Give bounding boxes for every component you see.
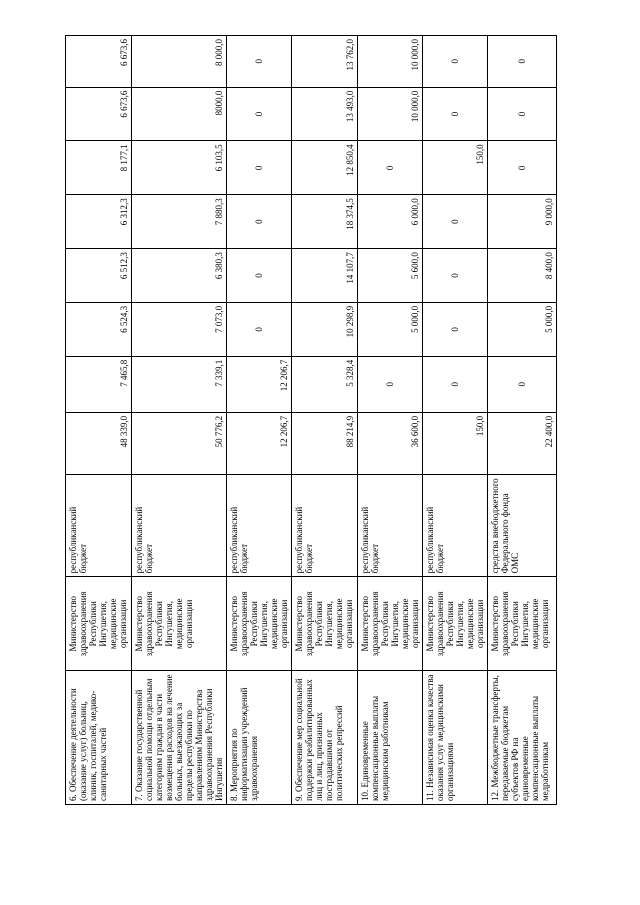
funding-source-cell: средства внебюджетного Федерального фонда ОМС [488,475,557,577]
table-row [132,36,227,805]
table-row [423,36,488,805]
year-value-cell: 7 465,8 [66,356,132,412]
year-value-cell: 0 [227,141,292,195]
activity-name-cell: 8. Мероприятия по информатизации учреждений здравоохранения [227,671,292,805]
year-value-cell: 13 762,0 [292,36,358,88]
total-value-cell: 50 776,2 [132,412,227,474]
year-value-cell: 7 339,1 [132,356,227,412]
year-value-cell: 0 [488,87,557,141]
year-value-cell: 6 103,5 [132,141,227,195]
activity-name-cell: 7. Оказание государственной социальной помощи отдельным категориям граждан в части возмещения расходов на лечение больных, выезжающих за пределы республики по направлениям Министерства здравоохранения Республики Ингушетия [132,671,227,805]
executor-cell: Министерство здравоохранения Республики Ингушетия, медицинские организации [66,577,132,671]
year-value-cell: 6 312,3 [66,195,132,249]
year-value-cell: 6 673,6 [66,36,132,88]
year-value-cell: 8 000,0 [132,36,227,88]
year-value-cell: 12 206,7 [227,356,292,412]
year-value-cell: 0 [358,356,423,412]
funding-source-cell: республиканский бюджет [292,475,358,577]
funding-source-cell: республиканский бюджет [358,475,423,577]
year-value-cell: 6 524,3 [66,302,132,356]
total-value-cell: 48 339,0 [66,412,132,474]
year-value-cell: 10 000,0 [358,87,423,141]
year-value-cell: 8 177,1 [66,141,132,195]
year-value-cell: 13 493,0 [292,87,358,141]
budget-table [65,35,557,805]
executor-cell: Министерство здравоохранения Республики Ингушетия, медицинские организации [227,577,292,671]
year-value-cell: 5 600,0 [358,249,423,303]
total-value-cell: 22 400,0 [488,412,557,474]
year-value-cell: 8 400,0 [488,249,557,303]
table-row [358,36,423,805]
year-value-cell: 0 [423,356,488,412]
year-value-cell: 0 [227,87,292,141]
executor-cell: Министерство здравоохранения Республики Ингушетия, медицинские организации [358,577,423,671]
total-value-cell: 150,0 [423,412,488,474]
year-value-cell: 12 850,4 [292,141,358,195]
table-row [227,36,292,805]
activity-name-cell: 11. Независимая оценка качества оказания услуг медицинскими организациями [423,671,488,805]
year-value-cell: 7 880,3 [132,195,227,249]
year-value-cell: 5 328,4 [292,356,358,412]
funding-source-cell: республиканский бюджет [227,475,292,577]
year-value-cell: 6 673,6 [66,87,132,141]
total-value-cell: 36 600,0 [358,412,423,474]
table-body [66,36,557,805]
activity-name-cell: 9. Обеспечение мер социальной поддержки реабилитированных лиц и лиц, признанных пострадавшими от политических репрессий [292,671,358,805]
year-value-cell: 18 374,5 [292,195,358,249]
activity-name-cell: 12. Межбюджетные трансферты, передаваемые бюджетам субъектов РФ на единовременные компенсационные выплаты медработникам [488,671,557,805]
year-value-cell: 10 000,0 [358,36,423,88]
year-value-cell: 0 [423,302,488,356]
year-value-cell: 10 298,9 [292,302,358,356]
year-value-cell: 14 107,7 [292,249,358,303]
year-value-cell: 5 000,0 [488,302,557,356]
year-value-cell: 0 [358,141,423,195]
year-value-cell: 0 [423,249,488,303]
year-value-cell: 0 [488,356,557,412]
year-value-cell: 0 [488,141,557,195]
executor-cell: Министерство здравоохранения Республики Ингушетия, медицинские организации [132,577,227,671]
total-value-cell: 12 206,7 [227,412,292,474]
year-value-cell: 6 380,3 [132,249,227,303]
rotated-budget-table-page [65,35,554,805]
table-row [488,36,557,805]
year-value-cell: 0 [227,195,292,249]
year-value-cell: 0 [423,87,488,141]
executor-cell: Министерство здравоохранения Республики Ингушетия, медицинские организации [423,577,488,671]
activity-name-cell: 6. Обеспечение деятельности (оказание услуг) больниц, клиник, госпиталей, медико-санитарных частей [66,671,132,805]
year-value-cell: 9 000,0 [488,195,557,249]
year-value-cell: 6 000,0 [358,195,423,249]
funding-source-cell: республиканский бюджет [132,475,227,577]
year-value-cell: 0 [227,249,292,303]
year-value-cell: 0 [423,36,488,88]
year-value-cell: 7 073,0 [132,302,227,356]
executor-cell: Министерство здравоохранения Республики Ингушетия, медицинские организации [488,577,557,671]
year-value-cell: 0 [423,195,488,249]
year-value-cell: 8000,0 [132,87,227,141]
table-row [292,36,358,805]
funding-source-cell: республиканский бюджет [423,475,488,577]
year-value-cell: 150,0 [423,141,488,195]
total-value-cell: 88 214,9 [292,412,358,474]
year-value-cell: 0 [227,36,292,88]
funding-source-cell: республиканский бюджет [66,475,132,577]
table-row [66,36,132,805]
year-value-cell: 0 [488,36,557,88]
year-value-cell: 0 [227,302,292,356]
activity-name-cell: 10. Единовременные компенсационные выплаты медицинским работникам [358,671,423,805]
executor-cell: Министерство здравоохранения Республики Ингушетия, медицинские организации [292,577,358,671]
year-value-cell: 6 512,3 [66,249,132,303]
year-value-cell: 5 000,0 [358,302,423,356]
